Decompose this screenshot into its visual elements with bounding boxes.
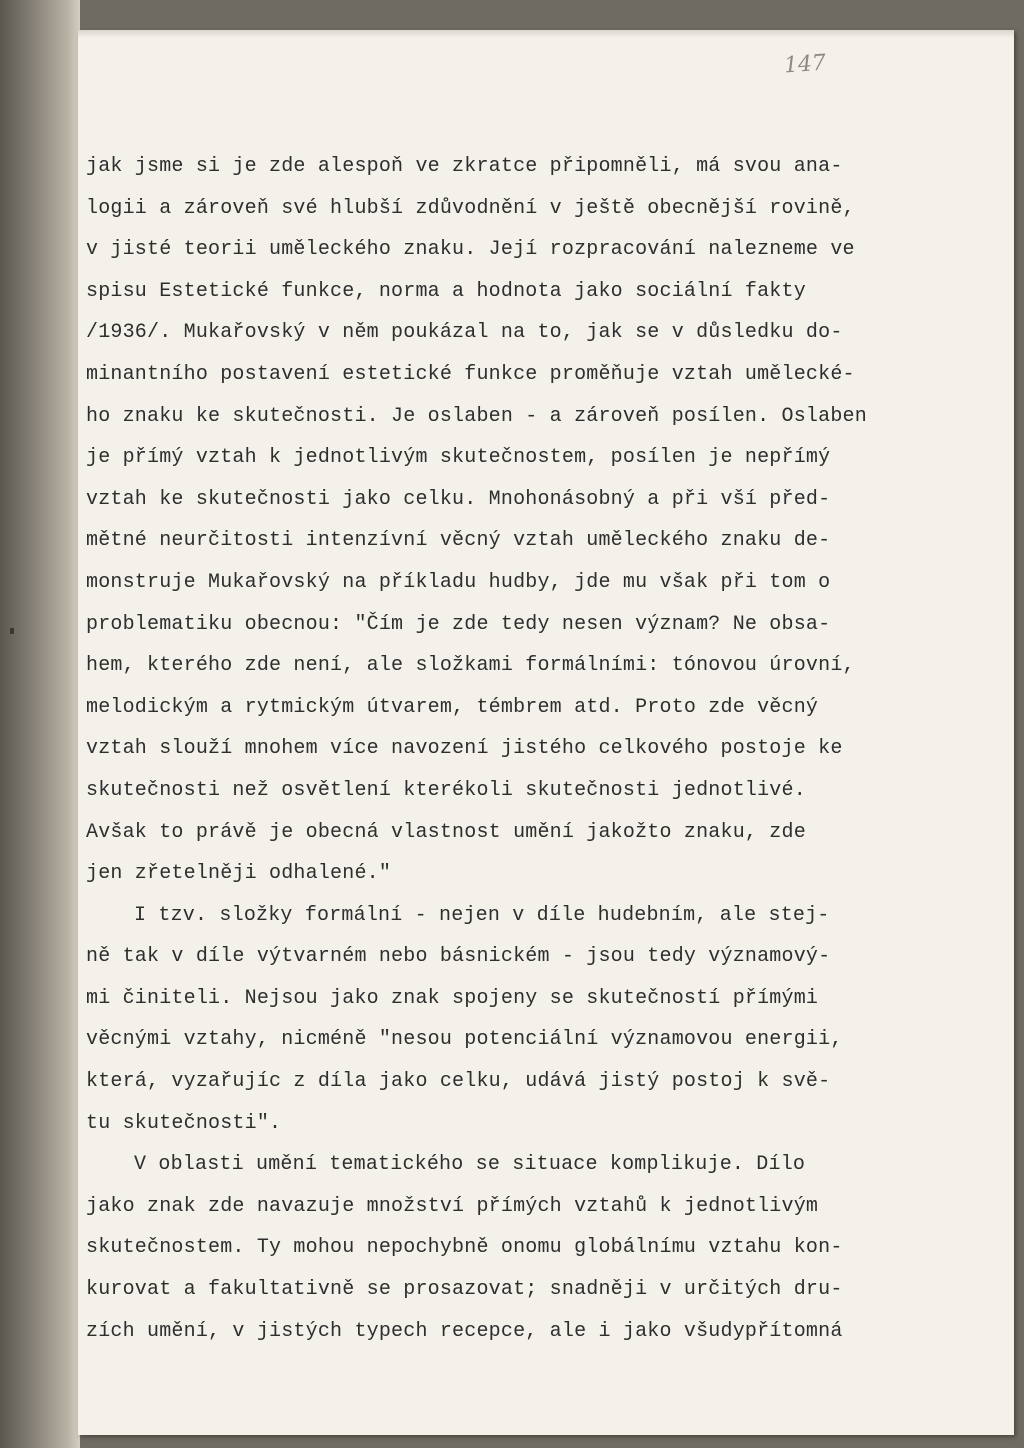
text-line: vztah ke skutečnosti jako celku. Mnohonásobný a při vší před- [86, 487, 831, 511]
text-line: je přímý vztah k jednotlivým skutečnostem, posílen je nepřímý [86, 446, 831, 470]
text-line: zích umění, v jistých typech recepce, ale i jako všudypřítomná [86, 1319, 843, 1343]
text-line: hem, kterého zde není, ale složkami formálními: tónovou úrovní, [86, 654, 855, 678]
text-line: monstruje Mukařovský na příkladu hudby, jde mu však při tom o [86, 570, 831, 594]
text-line: skutečnostem. Ty mohou nepochybně onomu globálnímu vztahu kon- [86, 1236, 843, 1260]
text-line: jako znak zde navazuje množství přímých vztahů k jednotlivým [86, 1194, 819, 1218]
text-line: v jisté teorii uměleckého znaku. Její rozpracování nalezneme ve [86, 238, 855, 262]
page-number: 147 [783, 50, 827, 79]
text-line: Avšak to právě je obecná vlastnost umění jakožto znaku, zde [86, 820, 806, 844]
text-line: jak jsme si je zde alespoň ve zkratce připomněli, má svou ana- [86, 155, 843, 178]
text-line: I tzv. složky formální - nejen v díle hudebním, ale stej- [134, 903, 830, 927]
page-edge [78, 30, 1014, 38]
text-line: kurovat a fakultativně se prosazovat; snadněji v určitých dru- [86, 1278, 843, 1302]
text-line: minantního postavení estetické funkce proměňuje vztah umělecké- [86, 362, 855, 386]
book-binding [0, 0, 80, 1448]
body-text [86, 146, 886, 1352]
text-line: skutečnosti než osvětlení kterékoli skutečnosti jednotlivé. [86, 778, 806, 802]
text-line: věcnými vztahy, nicméně "nesou potenciální významovou energii, [86, 1028, 843, 1052]
text-line: melodickým a rytmickým útvarem, témbrem atd. Proto zde věcný [86, 695, 819, 719]
margin-mark [10, 628, 14, 634]
text-line: logii a zároveň své hlubší zdůvodnění v ještě obecnější rovině, [86, 196, 855, 220]
text-line: V oblasti umění tematického se situace komplikuje. Dílo [134, 1153, 806, 1177]
text-line: vztah slouží mnohem více navození jistého celkového postoje ke [86, 737, 843, 761]
text-line: ně tak v díle výtvarném nebo básnickém - jsou tedy významový- [86, 945, 831, 969]
text-line: která, vyzařujíc z díla jako celku, udává jistý postoj k svě- [86, 1070, 831, 1094]
text-line: tu skutečnosti". [86, 1111, 282, 1135]
text-line: /1936/. Mukařovský v něm poukázal na to, jak se v důsledku do- [86, 321, 843, 345]
text-line: problematiku obecnou: "Čím je zde tedy nesen význam? Ne obsa- [86, 612, 831, 636]
text-line: ho znaku ke skutečnosti. Je oslaben - a zároveň posílen. Oslaben [86, 404, 867, 428]
text-line: jen zřetelněji odhalené." [86, 862, 392, 886]
text-line: mětné neurčitosti intenzívní věcný vztah uměleckého znaku de- [86, 529, 831, 553]
text-line: mi činiteli. Nejsou jako znak spojeny se skutečností přímými [86, 986, 819, 1010]
text-line: spisu Estetické funkce, norma a hodnota jako sociální fakty [86, 279, 806, 303]
